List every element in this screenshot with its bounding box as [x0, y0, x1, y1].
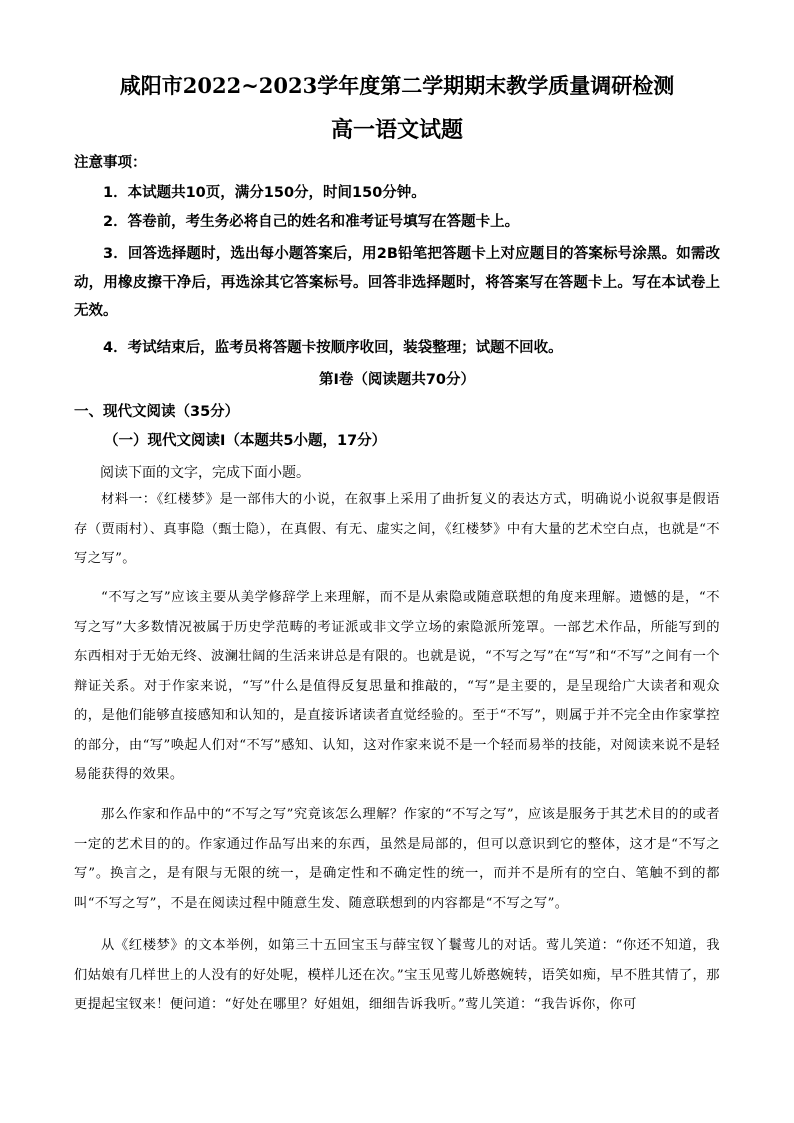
passage-paragraph-1: 材料一：《红楼梦》是一部伟大的小说，在叙事上采用了曲折复义的表达方式，明确说小说叙事是假语存（贾雨村）、真事隐（甄士隐），在真假、有无、虚实之间，《红楼梦》中有大量的艺术空白点，也就是“不写之写”。 [74, 492, 720, 566]
subsection-heading: （一）现代文阅读Ⅰ（本题共5小题，17分） [104, 433, 387, 449]
notice-item-3: 3．回答选择题时，选出每小题答案后，用2B铅笔把答题卡上对应题目的答案标号涂黑。如需改动，用橡皮擦干净后，再选涂其它答案标号。回答非选择题时，将答案写在答题卡上。写在本试卷上无效。 [74, 246, 720, 319]
notice-item-4: 4．考试结束后，监考员将答题卡按顺序收回，装袋整理；试题不回收。 [103, 340, 563, 356]
part-heading: 第Ⅰ卷（阅读题共70分） [318, 372, 476, 388]
passage-paragraph-2: “不写之写”应该主要从美学修辞学上来理解，而不是从索隐或随意联想的角度来理解。遗憾的是，“不写之写”大多数情况被属于历史学范畴的考证派或非文学立场的索隐派所笼罩。一部艺术作品，所能写到的东西相对于无始无终、波澜壮阔的生活来讲总是有限的。也就是说，“不写之写”在“写”和“不写”之间有一个辩证关系。对于作家来说，“写”什么是值得反复思量和推敲的，“写”是主要的，是呈现给广大读者和观众的，是他们能够直接感知和认知的，是直接诉诸读者直觉经验的。至于“不写”，则属于并不完全由作家掌控的部分，由“写”唤起人们对“不写”感知、认知，这对作家来说不是一个轻而易举的技能，对阅读来说不是轻易能获得的效果。 [74, 590, 720, 782]
exam-title: 咸阳市2022~2023学年度第二学期期末教学质量调研检测 [119, 73, 675, 98]
notice-heading: 注意事项： [74, 155, 147, 171]
notice-item-2: 2．答卷前，考生务必将自己的姓名和准考证号填写在答题卡上。 [103, 214, 520, 230]
notice-item-1: 1．本试题共10页，满分150分，时间150分钟。 [103, 185, 426, 201]
reading-instruction: 阅读下面的文字，完成下面小题。 [100, 465, 310, 481]
section-heading: 一、现代文阅读（35分） [74, 404, 240, 420]
subject-title: 高一语文试题 [330, 117, 463, 143]
passage-paragraph-4: 从《红楼梦》的文本举例，如第三十五回宝玉与薛宝钗丫鬟莺儿的对话。莺儿笑道：“你还不知道，我们姑娘有几样世上的人没有的好处呢，模样儿还在次。”宝玉见莺儿娇憨婉转，语笑如痴，早不胜其情了，那更提起宝钗来！便问道：“好处在哪里？好姐姐，细细告诉我听。”莺儿笑道：“我告诉你，你可 [74, 938, 720, 1012]
passage-paragraph-3: 那么作家和作品中的“不写之写”究竟该怎么理解？作家的“不写之写”，应该是服务于其艺术目的的或者一定的艺术目的的。作家通过作品写出来的东西，虽然是局部的，但可以意识到它的整体，这才是“不写之写”。换言之，是有限与无限的统一，是确定性和不确定性的统一，而并不是所有的空白、笔触不到的都叫“不写之写”，不是在阅读过程中随意生发、随意联想到的内容都是“不写之写”。 [74, 807, 720, 911]
